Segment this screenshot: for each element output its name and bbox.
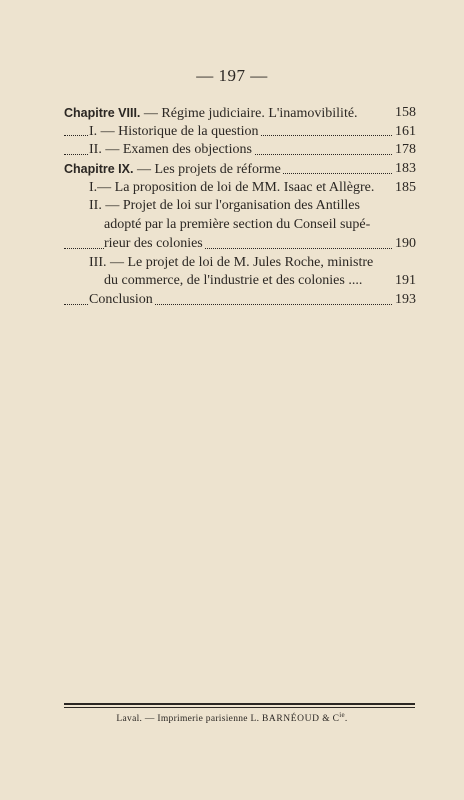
toc-page-number: 193 [392, 291, 416, 310]
chapter-title: — Les projets de réforme [133, 162, 281, 178]
toc-entry-text: II. — Projet de loi sur l'organisation des Antilles [89, 198, 360, 214]
toc-entry-text [64, 162, 283, 177]
toc-page-number: 158 [392, 104, 416, 123]
page-number: — 197 — [196, 66, 268, 85]
toc-entry-text: III. — Le projet de loi de M. Jules Roche, ministre [89, 254, 374, 270]
toc-entry-projet-roche-line-2 [64, 272, 416, 291]
toc-entry-text: I.— La proposition de loi de MM. Isaac et Allègre. [89, 179, 375, 195]
printer-suffix: & C [319, 714, 340, 725]
toc-page-number: 183 [392, 160, 416, 179]
toc-page-number: 191 [392, 272, 416, 291]
chapter-label: Chapitre VIII. [64, 106, 141, 120]
toc-page-number: 161 [392, 123, 416, 142]
toc-entry-examen [64, 141, 416, 160]
toc-entry-chapter-9 [64, 160, 416, 179]
toc-entry-projet-antilles-line-1 [64, 197, 416, 216]
toc-entry-conclusion [64, 291, 416, 310]
printer-colophon [0, 711, 464, 724]
toc-page-number: 190 [392, 235, 416, 254]
toc-entry-text: du commerce, de l'industrie et des colonies .... [104, 273, 363, 289]
toc-entry-text: rieur des colonies [104, 235, 203, 251]
toc-page-number: 178 [392, 141, 416, 160]
toc-entry-text: adopté par la première section du Conseil supé- [104, 217, 371, 233]
toc-entry-projet-roche-line-1 [64, 254, 416, 273]
printer-end: . [344, 714, 348, 725]
toc-entry-projet-antilles-line-2 [64, 216, 416, 235]
toc-entry-proposition [64, 179, 416, 198]
chapter-title: — Régime judiciaire. L'inamovibilité. [140, 106, 358, 121]
chapter-label: Chapitre IX. [64, 162, 134, 177]
toc-entry-text: II. — Examen des objections [89, 142, 252, 158]
printer-prefix: Laval. — Imprimerie parisienne L. [116, 714, 262, 725]
printer-superscript: ie [339, 711, 345, 719]
toc-entry-text: Conclusion [89, 291, 153, 307]
toc-entry-text [64, 106, 360, 121]
table-of-contents [64, 104, 416, 310]
toc-entry-historique [64, 123, 416, 142]
toc-entry-chapter-8 [64, 104, 416, 123]
printer-name: BARNÉOUD [261, 714, 320, 725]
toc-page-number: 185 [392, 179, 416, 198]
footer-rule-thick [64, 703, 415, 705]
toc-entry-projet-antilles-line-3 [64, 235, 416, 254]
footer-rule-thin [64, 707, 415, 708]
toc-entry-text: I. — Historique de la question [89, 123, 259, 139]
